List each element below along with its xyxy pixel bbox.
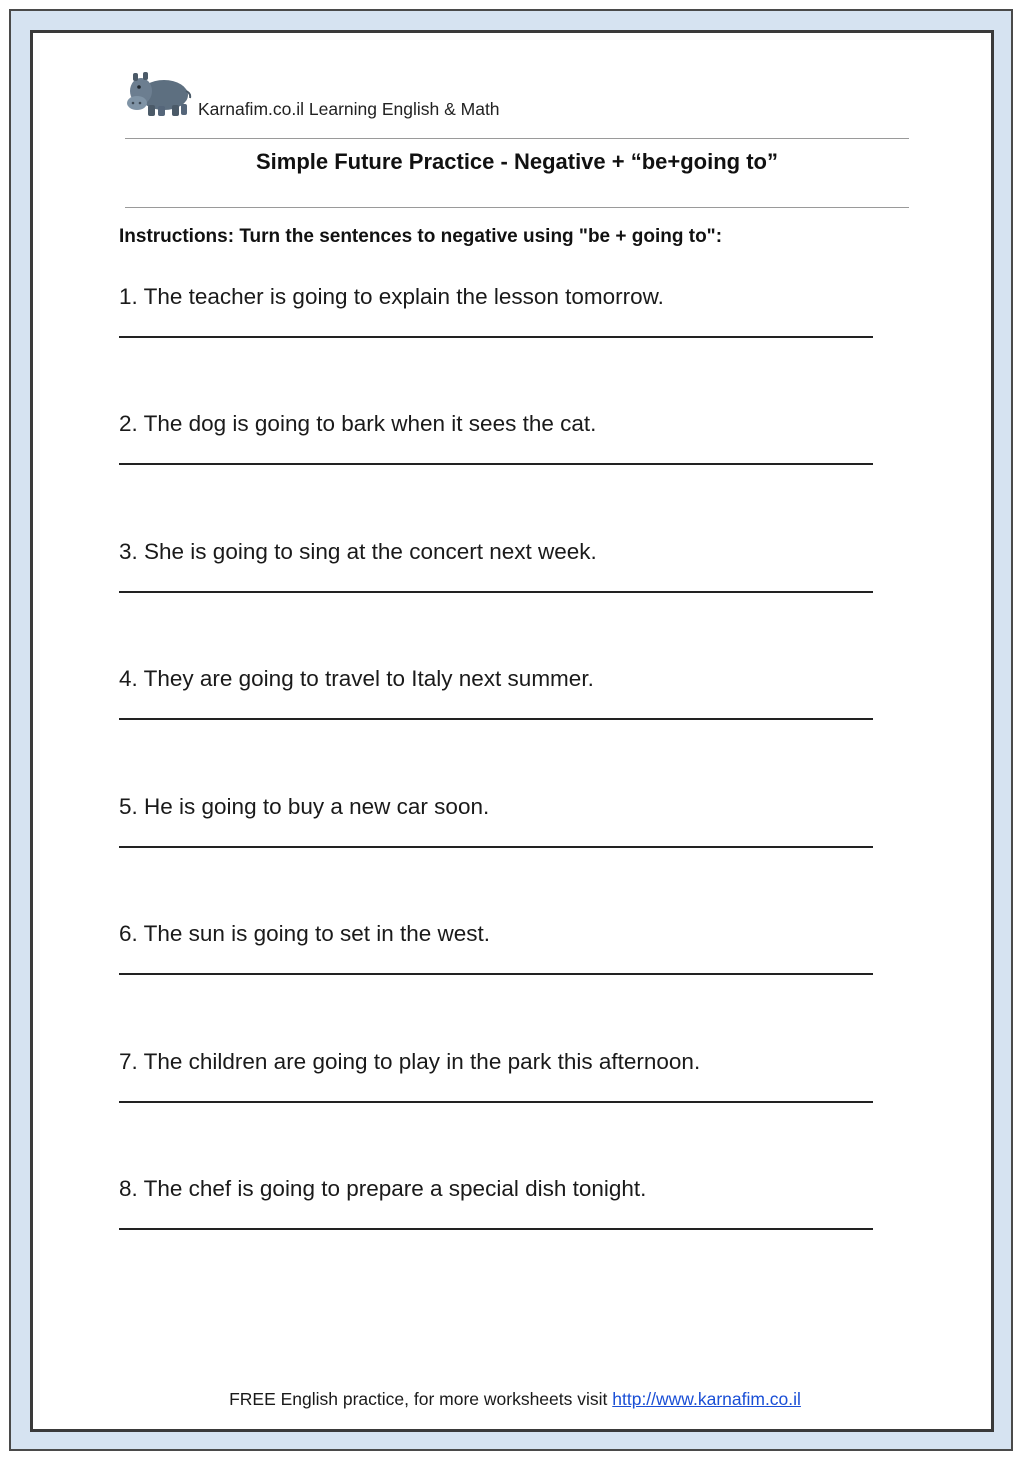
question-text: 1. The teacher is going to explain the lesson tomorrow. — [119, 284, 664, 309]
question-text: 8. The chef is going to prepare a special dish tonight. — [119, 1176, 647, 1201]
question-text: 2. The dog is going to bark when it sees the cat. — [119, 411, 597, 436]
question-item — [119, 1175, 879, 1203]
title-divider-top — [125, 138, 909, 139]
answer-line[interactable] — [119, 463, 873, 465]
website-link[interactable]: http://www.karnafim.co.il — [612, 1389, 801, 1409]
footer — [33, 1389, 997, 1410]
page-border — [9, 9, 1013, 1451]
worksheet — [30, 30, 994, 1432]
title-divider-bottom — [125, 207, 909, 208]
question-item — [119, 410, 879, 438]
question-text: 6. The sun is going to set in the west. — [119, 921, 491, 946]
answer-line[interactable] — [119, 973, 873, 975]
page-title: Simple Future Practice - Negative + “be+going to” — [255, 149, 778, 174]
answer-line[interactable] — [119, 1228, 873, 1230]
brand-name: Karnafim.co.il Learning English & Math — [198, 99, 500, 119]
answer-line[interactable] — [119, 1101, 873, 1103]
question-text: 3. She is going to sing at the concert next week. — [119, 539, 597, 564]
question-item — [119, 1048, 879, 1076]
answer-line[interactable] — [119, 336, 873, 338]
question-item — [119, 283, 879, 311]
question-text: 4. They are going to travel to Italy next summer. — [119, 666, 594, 691]
question-text: 7. The children are going to play in the park this afternoon. — [119, 1049, 701, 1074]
question-item — [119, 793, 879, 821]
question-text: 5. He is going to buy a new car soon. — [119, 794, 490, 819]
hippo-icon — [126, 63, 192, 119]
answer-line[interactable] — [119, 846, 873, 848]
instructions: Instructions: Turn the sentences to negative using "be + going to": — [119, 226, 723, 247]
question-item — [119, 920, 879, 948]
footer-text: FREE English practice, for more worksheets visit — [229, 1389, 613, 1409]
answer-line[interactable] — [119, 718, 873, 720]
answer-line[interactable] — [119, 591, 873, 593]
question-item — [119, 665, 879, 693]
question-item — [119, 538, 879, 566]
